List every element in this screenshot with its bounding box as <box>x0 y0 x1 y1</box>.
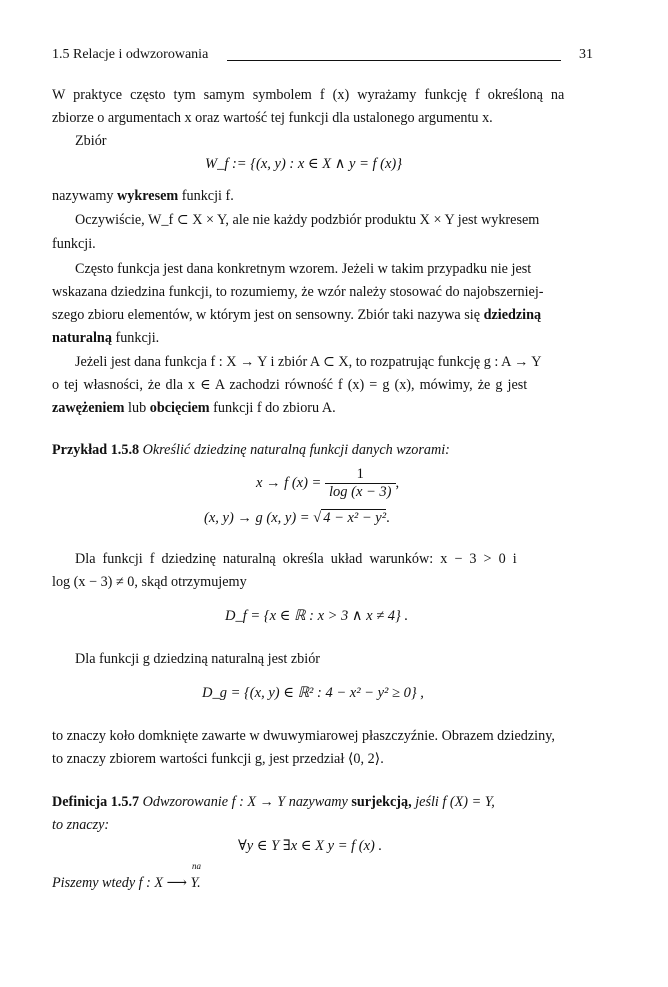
equation-Df: D_f = {x ∈ ℝ : x > 3 ∧ x ≠ 4} . <box>225 608 409 624</box>
p1-line2: zbiorze o argumentach x oraz wartość tej funkcji dla ustalonego argumentu x. <box>52 110 493 126</box>
definition-line3: Piszemy wtedy f : X ⟶ Y. <box>52 875 201 891</box>
term-zawezenie: zawężeniem <box>52 400 125 416</box>
equation-Dg: D_g = {(x, y) ∈ ℝ² : 4 − x² − y² ≥ 0} , <box>202 685 424 701</box>
p5-line3: zawężeniem lub obcięciem funkcji f do zbioru A. <box>52 400 336 416</box>
page-number: 31 <box>579 47 593 62</box>
term-surjekcja: surjekcją, <box>351 794 412 810</box>
p2: nazywamy wykresem funkcji f. <box>52 188 234 204</box>
p7: Dla funkcji g dziedziną naturalną jest zbiór <box>75 651 321 667</box>
example-label: Przykład 1.5.8 <box>52 442 140 458</box>
equation-g: (x, y) → g (x, y) = √ 4 − x² − y². <box>204 510 390 526</box>
p4-line2: wskazana dziedzina funkcji, to rozumiemy, że wzór należy stosować do najobszerniej- <box>52 284 544 300</box>
graph-equation: W_f := {(x, y) : x ∈ X ∧ y = f (x)} <box>205 156 403 172</box>
header-rule <box>227 60 561 61</box>
p6-line2: log (x − 3) ≠ 0, skąd otrzymujemy <box>52 574 247 590</box>
p5-line2: o tej własności, że dla x ∈ A zachodzi równość f (x) = g (x), mówimy, że g jest <box>52 377 528 393</box>
definition-line2: to znaczy: <box>52 817 110 833</box>
term-naturalna: naturalną <box>52 330 112 346</box>
p3-line2: funkcji. <box>52 236 96 252</box>
p4-line1: Często funkcja jest dana konkretnym wzorem. Jeżeli w takim przypadku nie jest <box>75 261 532 277</box>
p1-line1: W praktyce często tym samym symbolem f (x) wyrażamy funkcję f określoną na <box>52 87 565 103</box>
term-dziedzina: dziedziną <box>483 307 542 323</box>
running-header <box>52 47 593 65</box>
p5-line1: Jeżeli jest dana funkcja f : X → Y i zbiór A ⊂ X, to rozpatrując funkcję g : A → Y <box>75 354 542 370</box>
example-text: Określić dziedzinę naturalną funkcji danych wzorami: <box>142 442 450 458</box>
p6-line1: Dla funkcji f dziedzinę naturalną określa układ warunków: x − 3 > 0 i <box>75 551 517 567</box>
example-heading <box>52 439 450 461</box>
p8-line2: to znaczy zbiorem wartości funkcji g, jest przedział ⟨0, 2⟩. <box>52 751 384 767</box>
definition-heading: Definicja 1.5.7 Odwzorowanie f : X → Y nazywamy surjekcją, jeśli f (X) = Y, <box>52 794 495 810</box>
p8-line1: to znaczy koło domknięte zawarte w dwuwymiarowej płaszczyźnie. Obrazem dziedziny, <box>52 728 555 744</box>
section-title: 1.5 Relacje i odwzorowania <box>52 47 209 62</box>
na-superscript: na <box>192 861 201 871</box>
p1-line3: Zbiór <box>75 133 107 149</box>
p3-line1: Oczywiście, W_f ⊂ X × Y, ale nie każdy podzbiór produktu X × Y jest wykresem <box>75 212 540 228</box>
p4-line4: naturalną funkcji. <box>52 330 160 346</box>
definition-formula: ∀y ∈ Y ∃x ∈ X y = f (x) . <box>238 838 383 854</box>
p4-line3: szego zbioru elementów, w którym jest on sensowny. Zbiór taki nazywa się dziedziną <box>52 307 542 323</box>
term-wykres: wykresem <box>117 188 179 204</box>
equation-f: x → f (x) = $\frac{1}{\log (x - 3)}$ , <box>256 466 400 500</box>
definition-label: Definicja 1.5.7 <box>52 794 140 810</box>
term-obciecie: obcięciem <box>149 400 210 416</box>
